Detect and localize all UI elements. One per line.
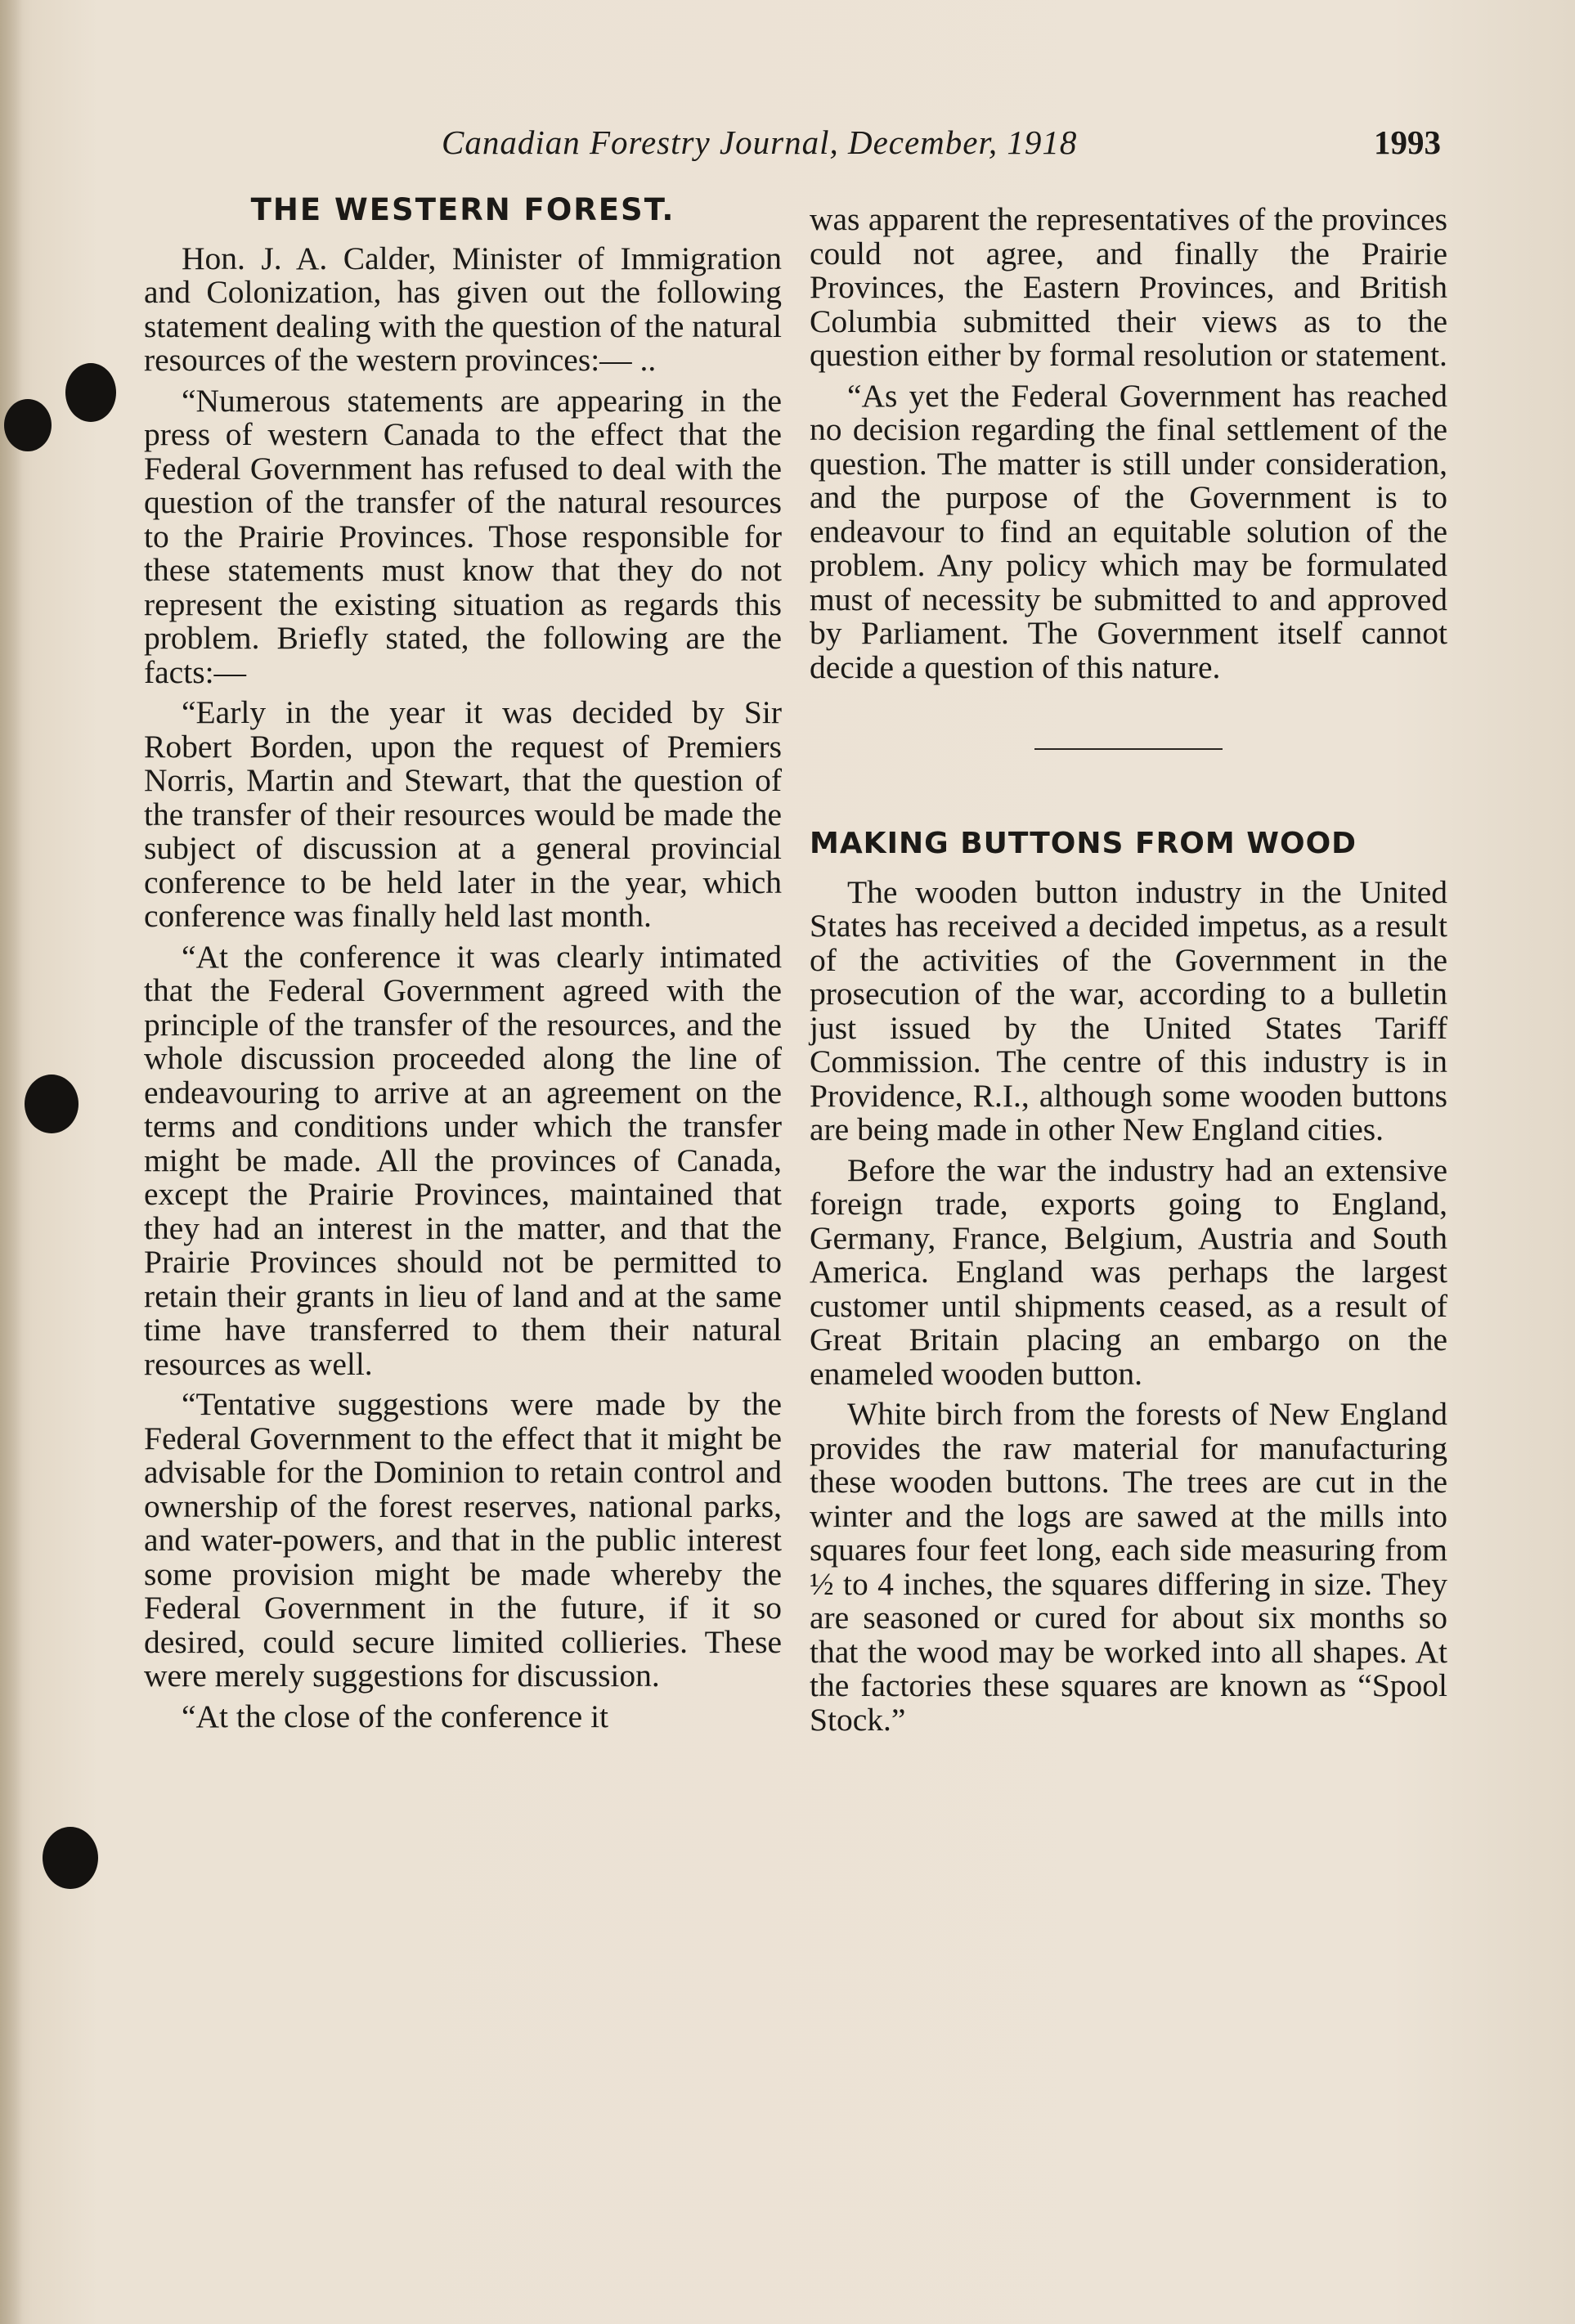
binder-hole-top-edge <box>4 399 52 451</box>
paragraph: “At the close of the conference it <box>182 1698 609 1734</box>
paragraph: “Tentative suggestions were made by the Federal Government to the effect that it might be advisable for the Dominion to retain control and ownership of the forest reserves, national parks, and water-powers, and that in the public interest some provision might be made whereby the Federal Government in the future, if it so desired, could secure limited collieries. These were merely suggestions for discussion. <box>144 1386 782 1694</box>
paragraph: “Numerous statements are appearing in the press of western Canada to the effect that the Federal Government has refused to deal with the question of the transfer of the natural resources to the Prairie Provinces. Those responsible for these statements must know that they do not represent the existing situation as regards this problem. Briefly stated, the following are the facts:— <box>144 382 782 690</box>
article-title-making-buttons: MAKING BUTTONS FROM WOOD <box>810 827 1357 860</box>
right-column <box>810 203 1447 1743</box>
left-column <box>144 193 782 1740</box>
binder-hole-middle <box>25 1075 79 1133</box>
paragraph: “At the conference it was clearly intimated that the Federal Government agreed with the principle of the transfer of the resources, and the whole discussion proceeded along the line of endeavouring to arrive at an agreement on the terms and conditions under which the transfer might be made. All the provinces of Canada, except the Prairie Provinces, maintained that they had an interest in the matter, and that the Prairie Provinces should not be permitted to retain their grants in lieu of land and at the same time have transferred to them their natural resources as well. <box>144 938 782 1382</box>
running-header <box>0 123 1575 172</box>
paragraph: Before the war the industry had an extensive foreign trade, exports going to England, Germany, France, Belgium, Austria and South America. England was perhaps the largest customer until shipments ceased, as a result of Great Britain placing an embargo on the enameled wooden button. <box>810 1151 1447 1392</box>
paragraph-continued: was apparent the representatives of the provinces could not agree, and finally the Prairie Provinces, the Eastern Provinces, and British Columbia submitted their views as to the question either by formal resolution or statement. <box>810 201 1447 373</box>
article-title-western-forest: THE WESTERN FOREST. <box>250 192 675 227</box>
paragraph: The wooden button industry in the United States has received a decided impetus, as a result of the activities of the Government in the prosecution of the war, according to a bulletin just issued by the United States Tariff Commission. The centre of this industry is in Providence, R.I., although some wooden buttons are being made in other New England cities. <box>810 873 1447 1147</box>
paragraph: White birch from the forests of New England provides the raw material for manufacturing these wooden buttons. The trees are cut in the winter and the logs are sawed at the mills into squares four feet long, each side measuring from ½ to 4 inches, the squares differing in size. They are seasoned or cured for about six months so that the wood may be worked into all shapes. At the factories these squares are known as “Spool Stock.” <box>810 1396 1447 1738</box>
paragraph: Hon. J. A. Calder, Minister of Immigration and Colonization, has given out the following statement dealing with the question of the natural resources of the western provinces:— .. <box>144 240 782 378</box>
section-divider <box>1034 748 1223 750</box>
binder-hole-top <box>65 363 116 422</box>
page-number: 1993 <box>1374 123 1441 161</box>
binding-shadow <box>0 0 23 2324</box>
binder-hole-bottom <box>43 1827 98 1889</box>
paragraph: “As yet the Federal Government has reached no decision regarding the final settlement of the question. The matter is still under consideration, and the purpose of the Government is to endeavour to find an equitable solution of the problem. Any policy which may be formulated must of necessity be submitted to and approved by Parliament. The Government itself cannot decide a question of this nature. <box>810 377 1447 685</box>
journal-title: Canadian Forestry Journal, December, 1918 <box>442 123 1078 161</box>
paragraph: “Early in the year it was decided by Sir Robert Borden, upon the request of Premiers Norris, Martin and Stewart, that the question of the transfer of their resources would be made the subject of discussion at a general provincial conference to be held later in the year, which conference was finally held last month. <box>144 694 782 934</box>
